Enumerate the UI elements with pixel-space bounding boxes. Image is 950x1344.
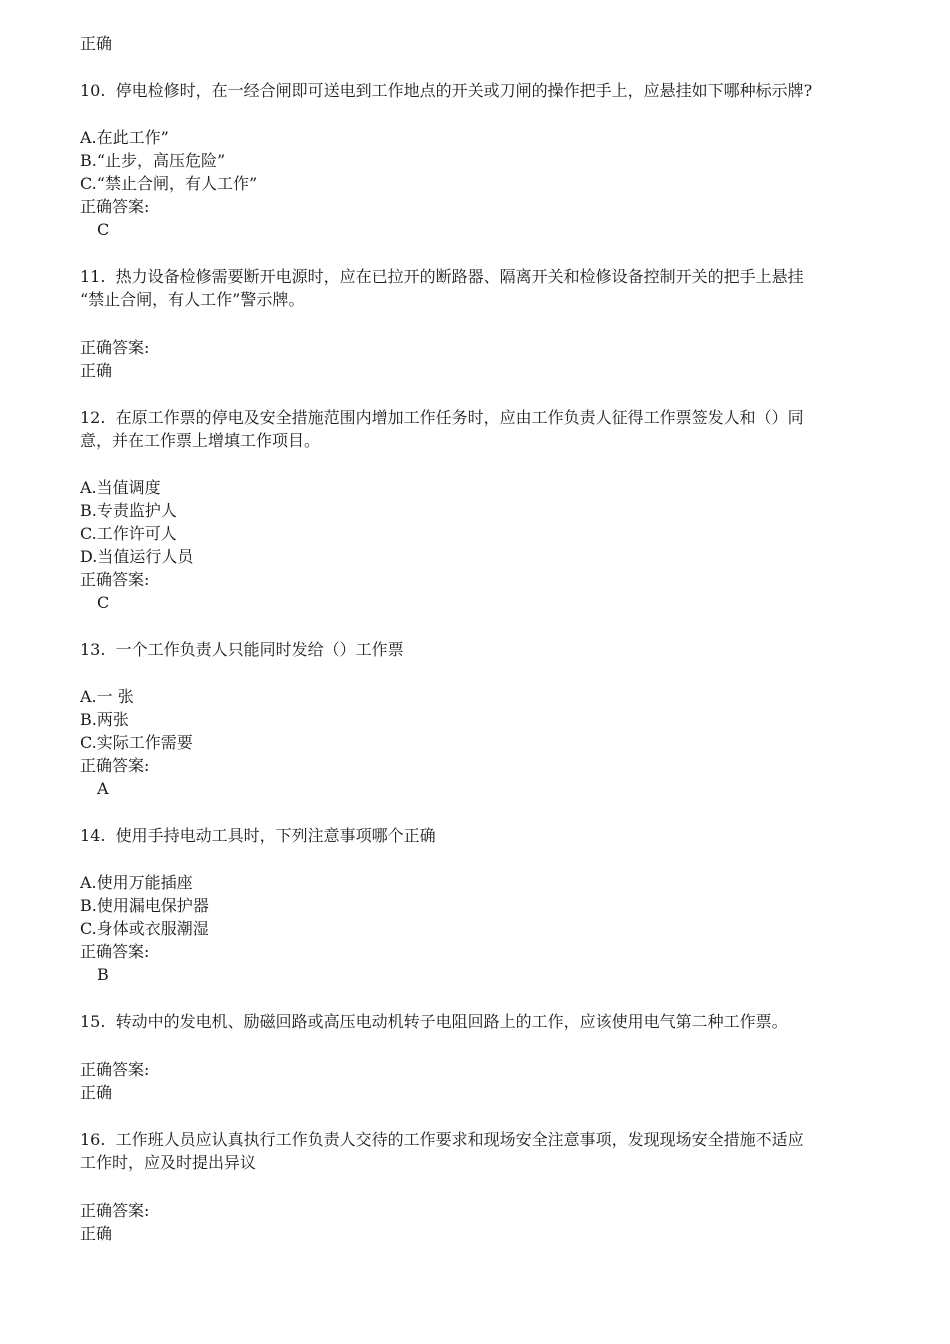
question-14-answer-label: 正确答案: — [80, 942, 150, 961]
question-14-text — [80, 825, 436, 847]
question-10-option-b: B.“止步，高压危险” — [80, 151, 226, 170]
question-text: 转动中的发电机、励磁回路或高压电动机转子电阻回路上的工作，应该使用电气第二种工作票。 — [115, 1012, 788, 1031]
question-13-answer: A — [97, 779, 109, 798]
question-number: 15. — [80, 1012, 106, 1031]
question-16-text — [80, 1129, 804, 1151]
question-14-option-a: A.使用万能插座 — [80, 873, 193, 892]
question-14-option-c: C.身体或衣服潮湿 — [80, 919, 209, 938]
question-12-option-a: A.当值调度 — [80, 478, 161, 497]
question-number: 12. — [80, 408, 106, 427]
question-text: 在原工作票的停电及安全措施范围内增加工作任务时，应由工作负责人征得工作票签发人和（）同 — [115, 408, 804, 427]
question-12-option-d: D.当值运行人员 — [80, 547, 194, 566]
question-text: 热力设备检修需要断开电源时，应在已拉开的断路器、隔离开关和检修设备控制开关的把手上悬挂 — [115, 267, 804, 286]
question-number: 13. — [80, 640, 106, 659]
question-16-answer-label: 正确答案: — [80, 1201, 150, 1220]
question-text: 一个工作负责人只能同时发给（）工作票 — [115, 640, 404, 659]
question-10-option-c: C.“禁止合闸，有人工作” — [80, 174, 258, 193]
question-12-answer: C — [97, 593, 110, 612]
question-12-answer-label: 正确答案: — [80, 570, 150, 589]
question-number: 14. — [80, 826, 106, 845]
question-14-option-b: B.使用漏电保护器 — [80, 896, 209, 915]
question-13-text — [80, 639, 404, 661]
question-11-text — [80, 266, 804, 288]
question-10-answer: C — [97, 220, 110, 239]
question-text: 工作班人员应认真执行工作负责人交待的工作要求和现场安全注意事项，发现现场安全措施不适应 — [115, 1130, 804, 1149]
question-16-answer: 正确 — [80, 1224, 113, 1243]
question-10-text — [80, 80, 812, 102]
question-11-answer-label: 正确答案: — [80, 338, 150, 357]
question-12-text-cont: 意，并在工作票上增填工作项目。 — [80, 431, 321, 450]
question-11-text-cont: “禁止合闸，有人工作”警示牌。 — [80, 290, 305, 309]
question-13-answer-label: 正确答案: — [80, 756, 150, 775]
question-10-answer-label: 正确答案: — [80, 197, 150, 216]
question-12-option-c: C.工作许可人 — [80, 524, 177, 543]
question-number: 16. — [80, 1130, 106, 1149]
question-number: 11. — [80, 267, 106, 286]
question-text: 停电检修时，在一经合闸即可送电到工作地点的开关或刀闸的操作把手上，应悬挂如下哪种标示牌? — [115, 81, 813, 100]
question-number: 10. — [80, 81, 106, 100]
question-14-answer: B — [97, 965, 109, 984]
question-15-answer-label: 正确答案: — [80, 1060, 150, 1079]
question-16-text-cont: 工作时，应及时提出异议 — [80, 1153, 257, 1172]
question-13-option-b: B.两张 — [80, 710, 129, 729]
previous-answer: 正确 — [80, 34, 113, 53]
question-text: 使用手持电动工具时，下列注意事项哪个正确 — [115, 826, 436, 845]
question-12-text — [80, 407, 804, 429]
question-13-option-c: C.实际工作需要 — [80, 733, 193, 752]
question-15-text — [80, 1011, 788, 1033]
question-12-option-b: B.专责监护人 — [80, 501, 177, 520]
question-13-option-a: A.一 张 — [80, 687, 134, 706]
question-11-answer: 正确 — [80, 361, 113, 380]
question-15-answer: 正确 — [80, 1083, 113, 1102]
question-10-option-a: A.在此工作” — [80, 128, 169, 147]
